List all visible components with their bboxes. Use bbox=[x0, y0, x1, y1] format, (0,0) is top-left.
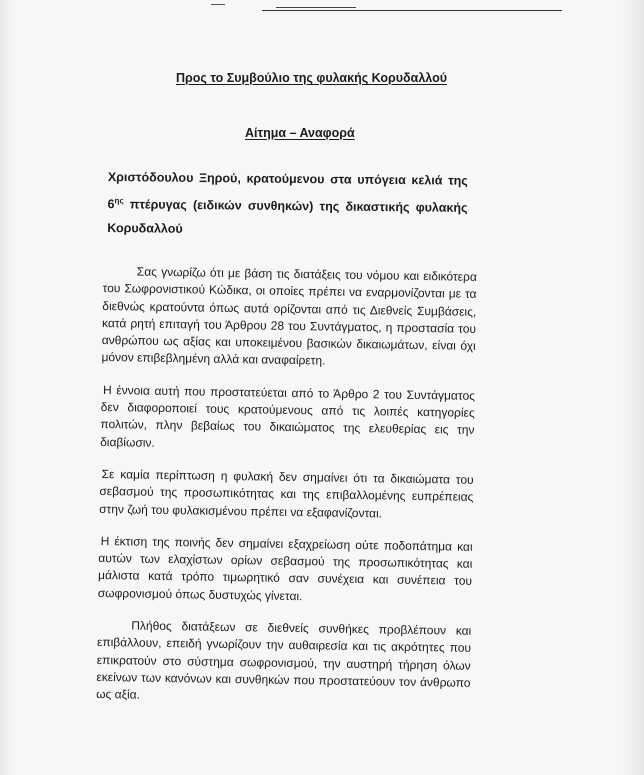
body-paragraph: Σε καμία περίπτωση η φυλακή δεν σημαίνει ότι τα δικαιώματα του σεβασμού της προσωπικότητας και της επιβαλλομένης ευπρέπειας στην ζωή του φυλακισμένου πρέπει να εξαφανίζονται. bbox=[99, 466, 474, 520]
header-rule bbox=[262, 10, 562, 11]
body-paragraph: Η έκτιση της ποινής δεν σημαίνει εξαχρείωση ούτε ποδοπάτημα και αυτών των ελαχίστων ορίων σεβασμού της προσωπικότητας και μάλιστα κατά τρόπο τιμωρητικό σαν συνέχεια και συνέπεια του σωφρονισμού όπως δυστυχώς γίνεται. bbox=[97, 533, 473, 603]
sender-ordinal-suffix: ης bbox=[114, 196, 124, 206]
addressee-heading: Προς το Συμβούλιο της φυλακής Κορυδαλλού bbox=[176, 71, 447, 85]
sender-statement bbox=[107, 165, 468, 244]
body-paragraph: Σας γνωρίζω ότι με βάση τις διατάξεις του νόμου και ειδικότερα του Σωφρονιστικού Κώδικα, οι οποίες πρέπει να εναρμονίζονται με τα διεθνώς κρατούντα όπως αυτά ορίζονται από τις Διεθνείς Συμβάσεις, κατά ρητή επιταγή του Άρθρου 28 του Συντάγματος, η προστασία του ανθρώπου ως αξίας και υποκειμένου βασικών δικαιωμάτων, είναι όχι μόνον επιβεβλημένη αλλά και αναφαίρετη. bbox=[101, 264, 477, 368]
header-rule-fragment bbox=[276, 7, 356, 8]
document-body bbox=[96, 263, 477, 724]
document-title: Αίτημα – Αναφορά bbox=[245, 126, 355, 140]
scan-edge-shadow-left bbox=[0, 0, 14, 775]
sender-tail-text: πτέρυγας (ειδικών συνθηκών) της δικαστικής φυλακής Κορυδαλλού bbox=[107, 197, 468, 236]
body-paragraph: Πλήθος διατάξεων σε διεθνείς συνθήκες προβλέπουν και επιβάλλουν, επειδή γνωρίζουν την αυθαιρεσία και τις ακρότητες που επικρατούν στο σύστημα σωφρονισμού, την αυστηρή τήρηση όλων εκείνων των κανόνων και συνθηκών που προστατεύουν τον άνθρωπο ως αξία. bbox=[96, 618, 472, 702]
header-rule-fragment bbox=[211, 4, 225, 5]
sender-main-text: Χριστόδουλου Ξηρού, κρατούμενου στα υπόγεια κελιά της 6 bbox=[107, 169, 468, 212]
body-paragraph: Η έννοια αυτή που προστατεύεται από το Άρθρο 2 του Συντάγματος δεν διαφοροποιεί τους κρατούμενους από τις λοιπές κατηγορίες πολιτών, πλην βεβαίως του δικαιώματος της ελευθερίας εις την διαβίωσιν. bbox=[100, 382, 476, 450]
scan-edge-shadow-right bbox=[622, 0, 644, 775]
